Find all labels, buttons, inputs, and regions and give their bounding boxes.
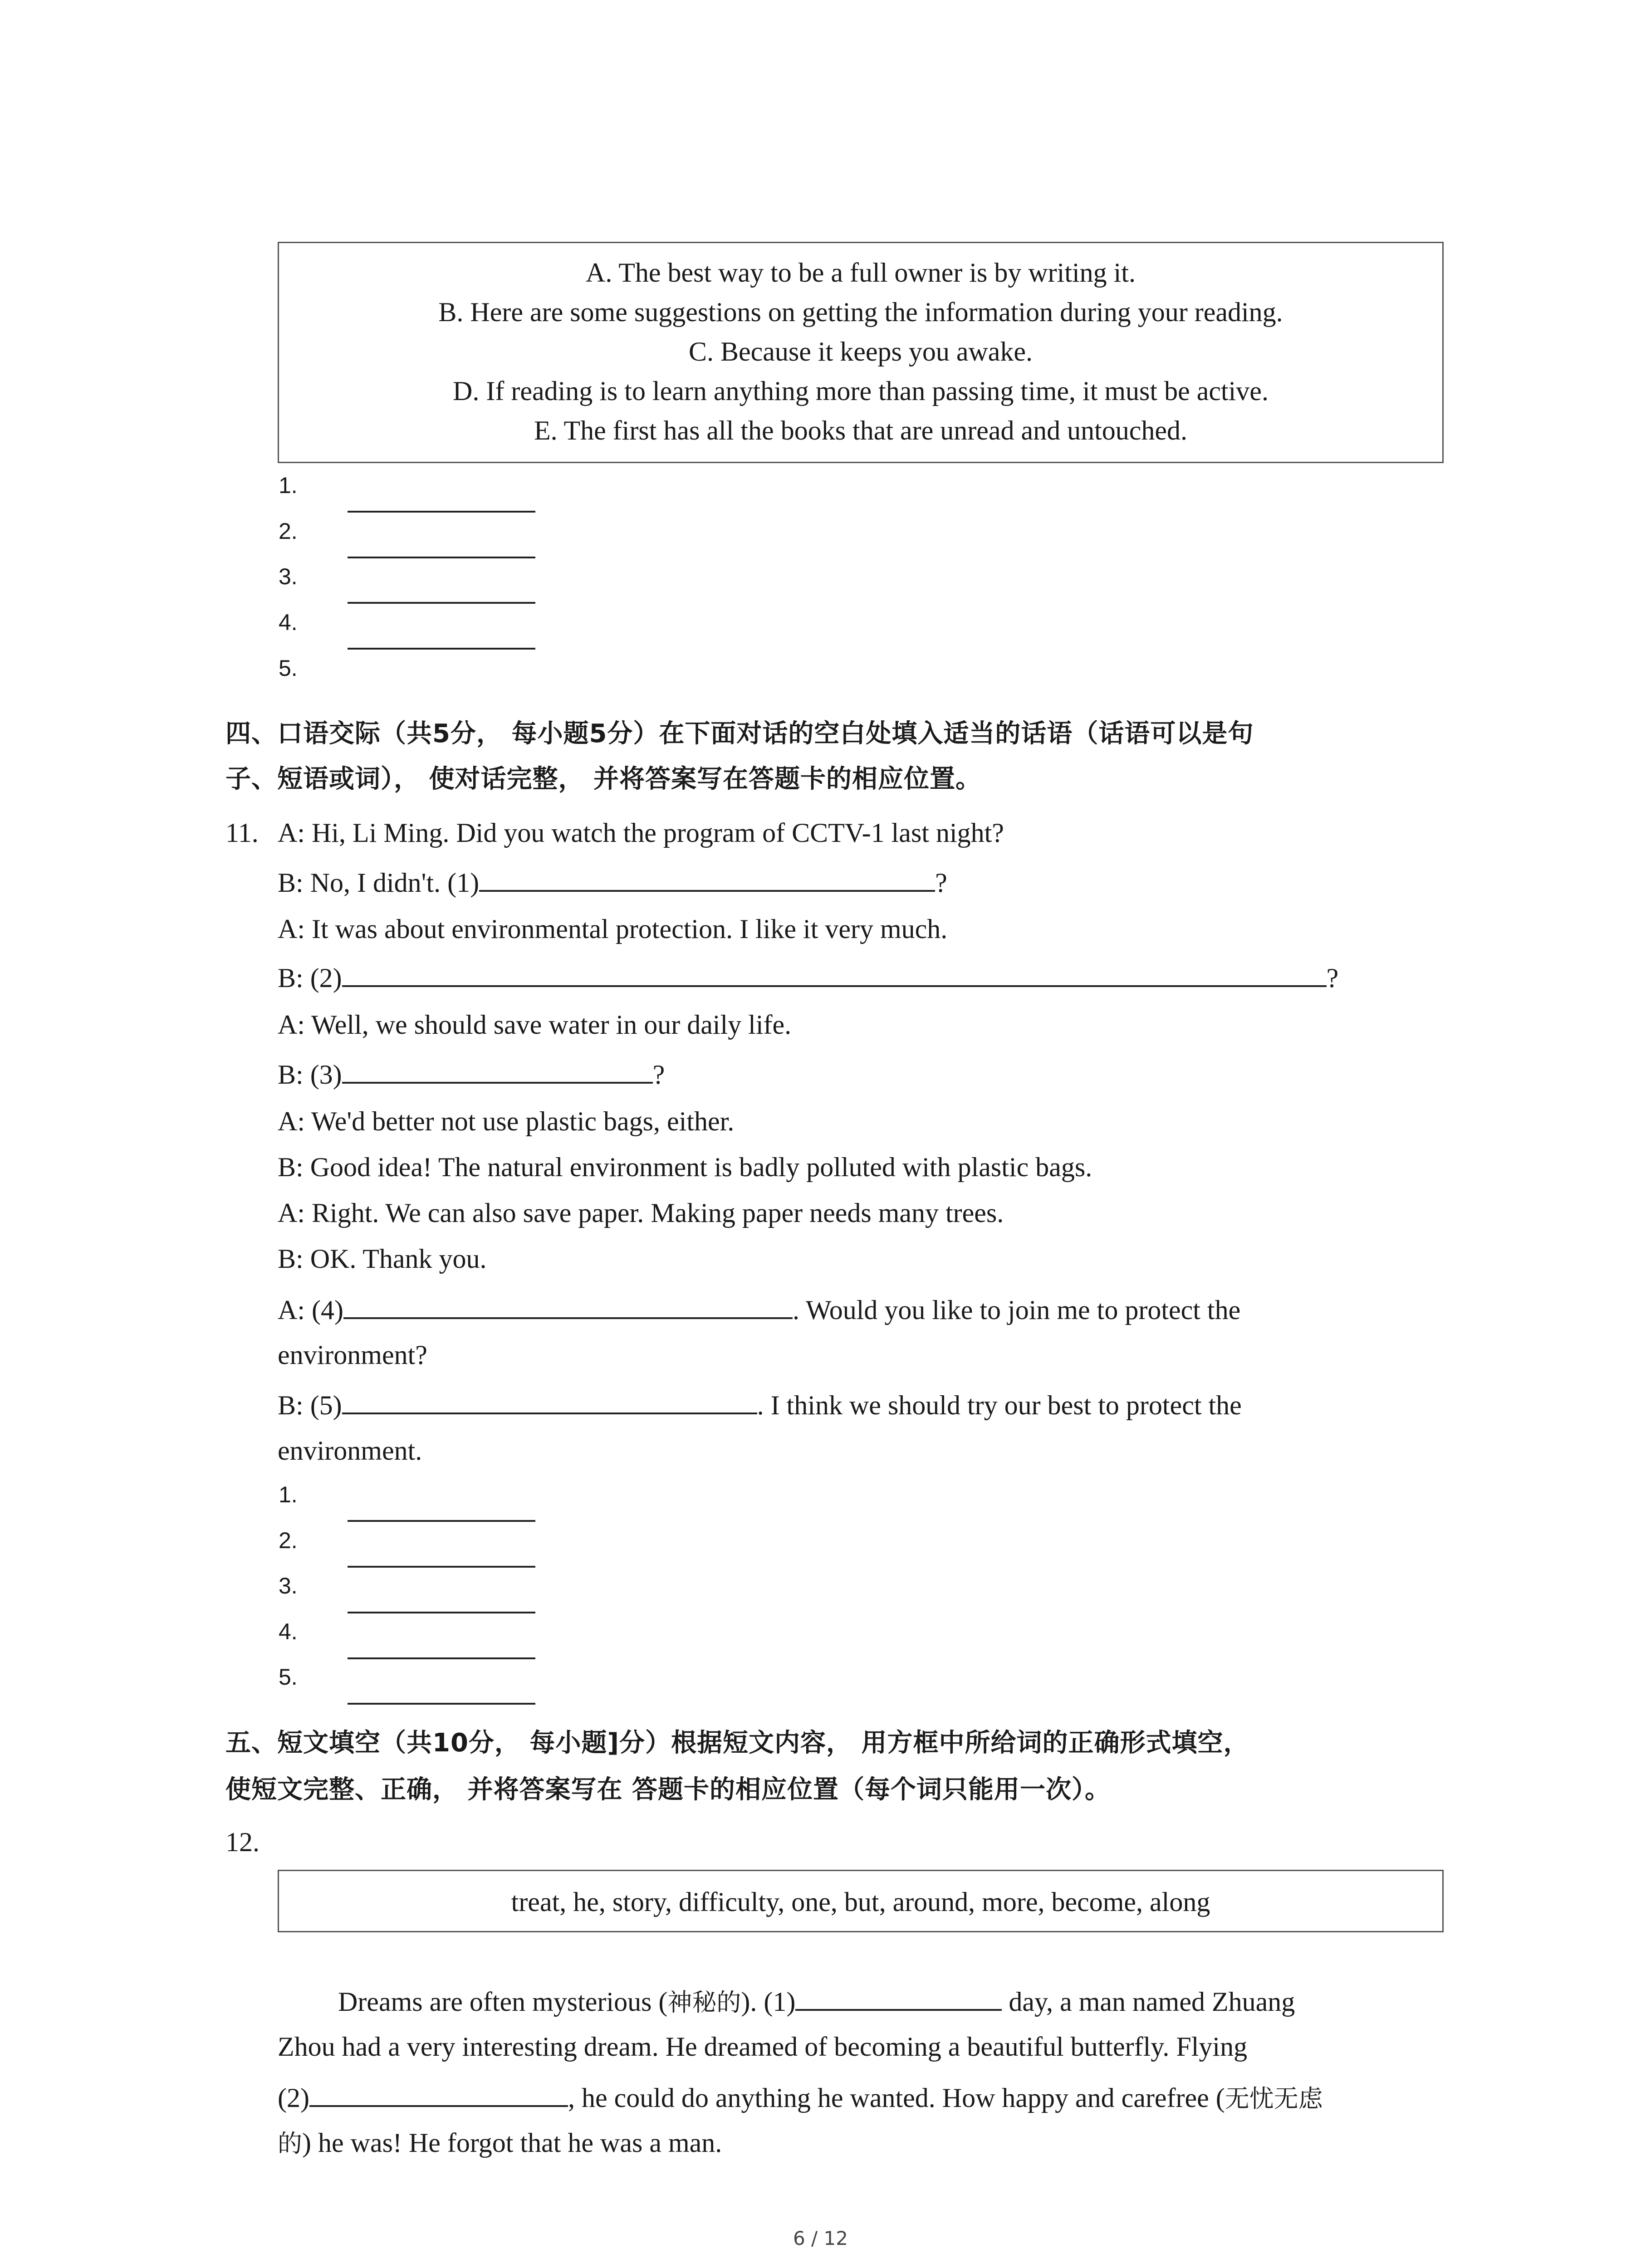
dialogue-line-9: A: Right. We can also save paper. Making paper needs many trees. [278,1198,1004,1228]
passage-line-1-end: day, a man named Zhuang [1002,1987,1295,2017]
dialogue-line-12: environment? [278,1340,427,1370]
page-number: 6 / 12 [793,2227,848,2249]
answer-number-4: 4. [279,1619,298,1644]
option-c: C. Because it keeps you awake. [688,337,1033,367]
dialogue-line-13-prefix: B: (5) [278,1390,342,1420]
dialogue-line-1: A: Hi, Li Ming. Did you watch the program of CCTV-1 last night? [278,818,1004,848]
option-d: D. If reading is to learn anything more than passing time, it must be active. [453,376,1269,406]
answer-blank-3[interactable] [348,1612,535,1613]
dialogue-line-6-prefix: B: (3) [278,1060,342,1090]
answer-blank-4[interactable] [348,1657,535,1659]
dialogue-line-14: environment. [278,1436,422,1466]
dialogue-blank-3[interactable] [342,1057,653,1084]
dialogue-blank-4[interactable] [343,1293,793,1319]
answer-blank-4[interactable] [348,648,535,650]
dialogue-blank-2[interactable] [342,961,1327,987]
section5-heading-line1: 五、短文填空（共10分， 每小题]分）根据短文内容， 用方框中所给词的正确形式填空， [225,1728,1249,1758]
passage-blank-2[interactable] [309,2081,568,2107]
answer-number-2: 2. [279,518,298,544]
dialogue-blank-5[interactable] [342,1388,757,1414]
option-b: B. Here are some suggestions on getting the information during your reading. [438,297,1283,327]
answer-number-1: 1. [279,1482,298,1507]
dialogue-line-7: A: We'd better not use plastic bags, either. [278,1106,735,1136]
dialogue-line-4 [278,961,1338,994]
question-12-number: 12. [225,1827,260,1857]
passage-line-1-mid: ). (1) [741,1987,796,2017]
answer-blank-3[interactable] [348,602,535,604]
dialogue-line-2-prefix: B: No, I didn't. (1) [278,868,480,898]
dialogue-line-11 [278,1293,1240,1326]
dialogue-line-10: B: OK. Thank you. [278,1244,487,1274]
passage-line-4-text: ) he was! He forgot that he was a man. [302,2128,722,2158]
passage-line-1-text: Dreams are often mysterious ( [338,1987,668,2017]
dialogue-line-5: A: Well, we should save water in our daily life. [278,1010,792,1040]
passage-blank-1[interactable] [795,1984,1002,2011]
answer-number-2: 2. [279,1528,298,1553]
dialogue-line-2 [278,865,947,899]
dialogue-line-13 [278,1388,1242,1422]
dialogue-blank-1[interactable] [479,865,935,892]
passage-line-3-prefix: (2) [278,2083,309,2113]
section4-heading-line1: 四、口语交际（共5分， 每小题5分）在下面对话的空白处填入适当的话语（话语可以是句 [225,719,1254,748]
dialogue-line-8: B: Good idea! The natural environment is badly polluted with plastic bags. [278,1152,1092,1182]
option-e: E. The first has all the books that are unread and untouched. [534,415,1188,445]
dialogue-line-4-suffix: ? [1326,963,1339,993]
passage-line-4 [278,2126,722,2160]
option-a: A. The best way to be a full owner is by writing it. [585,258,1136,288]
dialogue-line-11-suffix: . Would you like to join me to protect the [792,1295,1241,1325]
dialogue-line-11-prefix: A: (4) [278,1295,343,1325]
dialogue-line-6-suffix: ? [652,1060,665,1090]
section4-heading-line2: 子、短语或词）， 使对话完整， 并将答案写在答题卡的相应位置。 [225,764,981,794]
word-bank: treat, he, story, difficulty, one, but, around, more, become, along [511,1887,1210,1917]
question-11-number: 11. [225,818,259,848]
word-bank-box [278,1870,1444,1932]
passage-gloss-carefree-end: 的 [278,2129,302,2158]
answer-number-4: 4. [279,610,298,635]
passage-line-1 [338,1984,1295,2019]
passage-line-3 [278,2081,1323,2115]
passage-gloss-mysterious: 神秘的 [667,1988,741,2017]
dialogue-line-2-suffix: ? [935,868,947,898]
answer-blank-2[interactable] [348,557,535,558]
answer-number-5: 5. [279,655,298,681]
dialogue-line-4-prefix: B: (2) [278,963,342,993]
answer-number-1: 1. [279,473,298,498]
answer-number-3: 3. [279,1573,298,1598]
dialogue-line-6 [278,1057,665,1091]
answer-number-5: 5. [279,1664,298,1690]
passage-line-2: Zhou had a very interesting dream. He dreamed of becoming a beautiful butterfly. Flying [278,2032,1248,2062]
options-box [278,242,1444,463]
section5-heading-line2: 使短文完整、正确， 并将答案写在 答题卡的相应位置（每个词只能用一次）。 [225,1775,1111,1804]
passage-line-3-text: , he could do anything he wanted. How happy and carefree ( [568,2083,1225,2113]
dialogue-line-13-suffix: . I think we should try our best to protect the [757,1390,1242,1420]
passage-gloss-carefree: 无忧无虑 [1225,2084,1323,2113]
answer-blank-1[interactable] [348,511,535,513]
answer-blank-1[interactable] [348,1520,535,1522]
answer-blank-5[interactable] [348,1703,535,1705]
answer-number-3: 3. [279,564,298,589]
answer-blank-2[interactable] [348,1566,535,1568]
dialogue-line-3: A: It was about environmental protection. I like it very much. [278,914,948,944]
